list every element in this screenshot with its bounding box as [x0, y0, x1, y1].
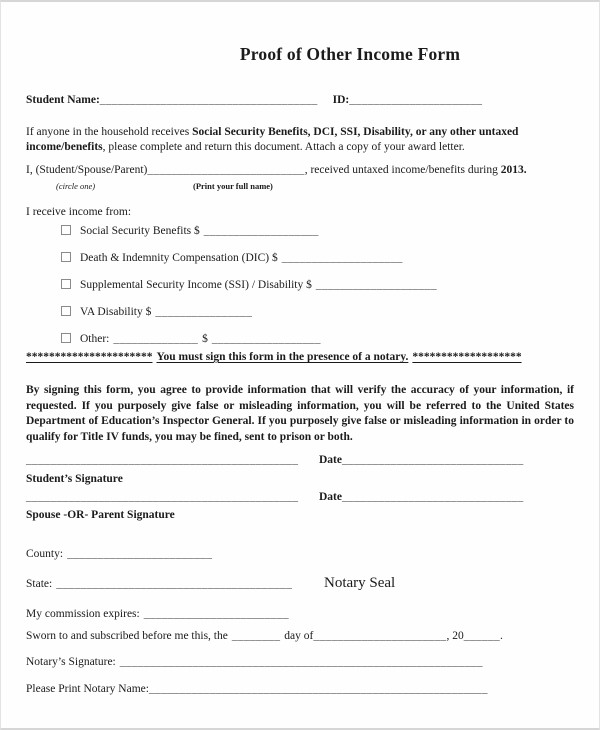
va-amount-field[interactable]: ________________ — [155, 306, 253, 318]
declaration-year: 2013. — [500, 164, 527, 176]
sworn-middle: day of — [284, 630, 314, 642]
income-option-label: Death & Indemnity Compensation (DIC) $ — [80, 252, 278, 264]
county-row — [26, 548, 574, 560]
student-name-label: Student Name: — [26, 94, 100, 106]
state-label: State: — [26, 578, 53, 590]
state-field[interactable]: _______________________________________ — [56, 578, 293, 590]
declaration-line — [26, 164, 574, 176]
sworn-row — [26, 630, 574, 642]
income-option-row — [26, 279, 574, 291]
form-title: Proof of Other Income Form — [239, 43, 461, 64]
notary-print-name-label: Please Print Notary Name: — [26, 683, 149, 695]
id-field[interactable]: ______________________ — [349, 94, 483, 106]
other-amount-field[interactable]: __________________ — [211, 333, 321, 345]
student-name-field[interactable]: ____________________________________ — [99, 94, 318, 106]
sworn-period: . — [500, 630, 503, 642]
social-security-amount-field[interactable]: ___________________ — [203, 225, 319, 237]
notary-signature-field[interactable]: ____________________________________________________________ — [119, 656, 483, 668]
income-option-label: Supplemental Security Income (SSI) / Disability $ — [80, 279, 312, 291]
checkbox-ssi-disability[interactable] — [61, 279, 71, 289]
dic-amount-field[interactable]: ____________________ — [281, 252, 403, 264]
commission-row — [26, 608, 574, 620]
intro-text-bold: Social Security Benefits, DCI, SSI, Disability, or any other untaxed income/benefits — [26, 126, 519, 153]
student-name-row — [26, 94, 574, 106]
banner-text: You must sign this form in the presence of a notary. — [156, 351, 409, 363]
ssi-amount-field[interactable]: ____________________ — [315, 279, 437, 291]
income-option-row — [26, 306, 574, 318]
notary-signature-row — [26, 656, 574, 668]
income-option-row — [26, 225, 574, 237]
declaration-prefix: I, (Student/Spouse/Parent) — [26, 164, 148, 176]
county-label: County: — [26, 548, 64, 560]
income-option-row — [26, 333, 574, 345]
spouse-parent-signature-date-field[interactable]: ______________________________ — [342, 491, 524, 503]
state-row — [26, 578, 574, 590]
notary-seal-label: Notary Seal — [324, 575, 396, 591]
sworn-month-field[interactable]: ______________________ — [313, 630, 447, 642]
notary-signature-label: Notary’s Signature: — [26, 656, 116, 668]
student-signature-date-field[interactable]: ______________________________ — [342, 454, 524, 466]
income-option-label: Social Security Benefits $ — [80, 225, 200, 237]
county-field[interactable]: ________________________ — [67, 548, 213, 560]
other-description-field[interactable]: ______________ — [113, 333, 199, 345]
intro-text-after: , please complete and return this document. Attach a copy of your award letter. — [102, 141, 465, 153]
student-signature-field[interactable]: _____________________________________________ — [26, 454, 299, 466]
banner-stars-right: ******************* — [412, 351, 522, 363]
commission-expiry-field[interactable]: ________________________ — [143, 608, 289, 620]
income-option-label: Other: — [80, 333, 110, 345]
date-label: Date — [319, 491, 342, 503]
full-name-field[interactable]: __________________________ — [147, 164, 305, 176]
spouse-parent-signature-label: Spouse -OR- Parent Signature — [26, 509, 175, 521]
other-dollar-label: $ — [202, 333, 208, 345]
banner-stars-left: ********************** — [26, 351, 153, 363]
circle-one-note: (circle one) — [56, 181, 96, 191]
income-option-row — [26, 252, 574, 264]
notary-banner — [26, 351, 574, 363]
intro-text-before: If anyone in the household receives — [26, 126, 193, 138]
date-label: Date — [319, 454, 342, 466]
checkbox-va-disability[interactable] — [61, 306, 71, 316]
spouse-parent-signature-row — [26, 491, 574, 503]
sworn-year-field[interactable]: ______ — [463, 630, 500, 642]
id-label: ID: — [332, 94, 350, 106]
income-heading: I receive income from: — [26, 206, 132, 218]
commission-label: My commission expires: — [26, 608, 140, 620]
certification-paragraph: By signing this form, you agree to provide information that will verify the accuracy of your information, if requested. If you purposely give false or misleading information, you will be referred to the United States Department of Education’s Inspector General. If you purposely give false or misleading information in order to qualify for Title IV funds, you may be fined, sent to prison or both. — [26, 384, 574, 443]
checkbox-dic[interactable] — [61, 252, 71, 262]
declaration-middle: , received untaxed income/benefits during — [304, 164, 501, 176]
student-signature-label: Student’s Signature — [26, 473, 123, 485]
notary-print-name-field[interactable]: ________________________________________________________ — [148, 683, 488, 695]
spouse-parent-signature-field[interactable]: _____________________________________________ — [26, 491, 299, 503]
sworn-year-prefix: , 20 — [446, 630, 464, 642]
checkbox-social-security-benefits[interactable] — [61, 225, 71, 235]
print-full-name-note: (Print your full name) — [193, 181, 273, 191]
sworn-day-field[interactable]: ________ — [231, 630, 281, 642]
intro-paragraph — [26, 125, 580, 155]
notary-print-name-row — [26, 683, 574, 695]
income-option-label: VA Disability $ — [80, 306, 152, 318]
student-signature-row — [26, 454, 574, 466]
checkbox-other[interactable] — [61, 333, 71, 343]
income-checklist — [26, 225, 574, 360]
sworn-prefix: Sworn to and subscribed before me this, the — [26, 630, 228, 642]
